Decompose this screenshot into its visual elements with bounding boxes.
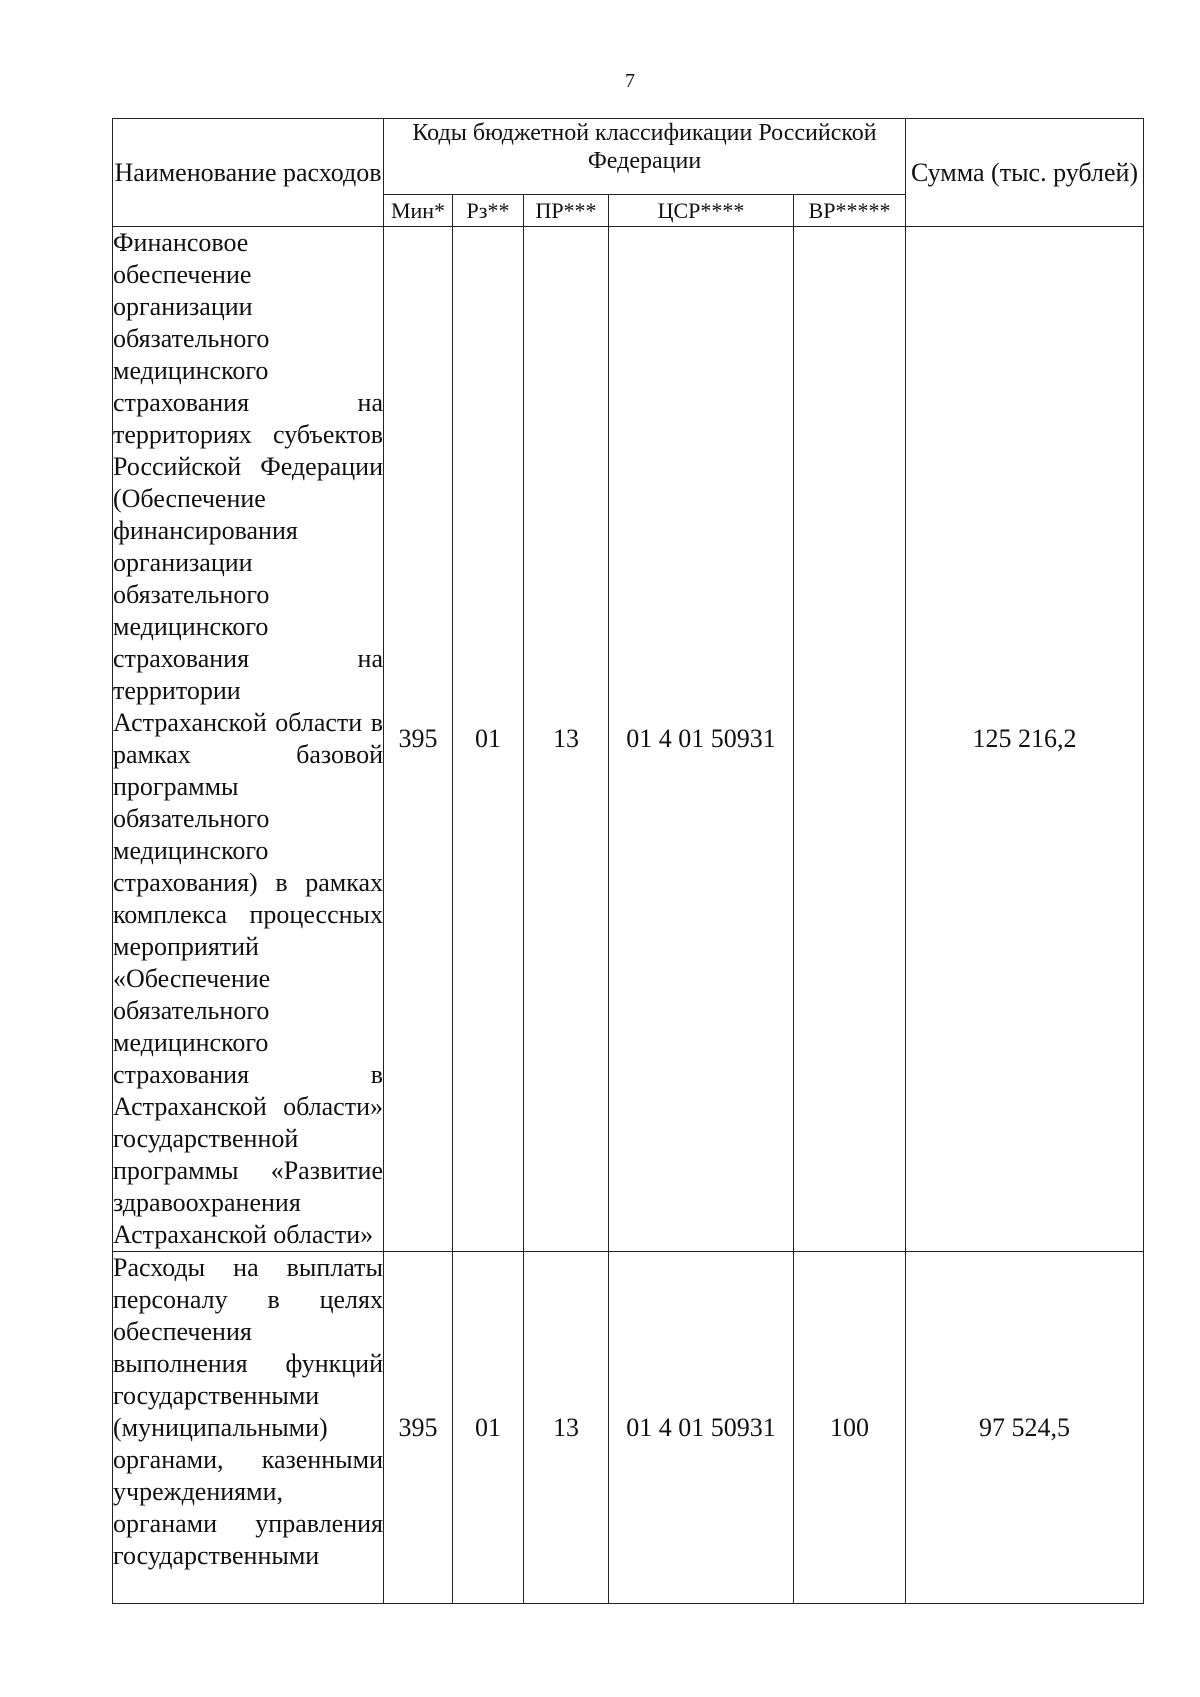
header-codes: Коды бюджетной классификации Российской Федерации: [384, 119, 906, 195]
header-csr: ЦСР****: [609, 195, 794, 227]
row-name: Расходы на выплаты персоналу в целях обеспечения выполнения функций государственными (муниципальными) органами, казенными учреждениями, органами управления государственными: [113, 1252, 384, 1604]
row-rz: 01: [453, 1252, 524, 1604]
header-row-top: [113, 119, 1144, 195]
row-rz: 01: [453, 227, 524, 1252]
row-pr: 13: [524, 1252, 609, 1604]
budget-table: [112, 118, 1144, 1604]
row-name: Финансовое обеспечение организации обязательного медицинского страхования на территориях субъектов Российской Федерации (Обеспечение финансирования организации обязательного медицинского страхования на территории Астраханской области в рамках базовой программы обязательного медицинского страхования) в рамках комплекса процессных мероприятий «Обеспечение обязательного медицинского страхования в Астраханской области» государственной программы «Развитие здравоохранения Астраханской области»: [113, 227, 384, 1252]
header-min: Мин*: [384, 195, 453, 227]
table-row: [113, 1252, 1144, 1604]
header-pr: ПР***: [524, 195, 609, 227]
table-row: [113, 227, 1144, 1252]
header-vr: ВР*****: [794, 195, 906, 227]
row-csr: 01 4 01 50931: [609, 227, 794, 1252]
row-min: 395: [384, 227, 453, 1252]
header-sum: Сумма (тыс. рублей): [906, 119, 1144, 227]
header-name: Наименование расходов: [113, 119, 384, 227]
page-number: 7: [625, 70, 635, 92]
header-rz: Рз**: [453, 195, 524, 227]
row-sum: 125 216,2: [906, 227, 1144, 1252]
row-csr: 01 4 01 50931: [609, 1252, 794, 1604]
row-vr: 100: [794, 1252, 906, 1604]
row-pr: 13: [524, 227, 609, 1252]
row-min: 395: [384, 1252, 453, 1604]
row-vr: [794, 227, 906, 1252]
row-sum: 97 524,5: [906, 1252, 1144, 1604]
